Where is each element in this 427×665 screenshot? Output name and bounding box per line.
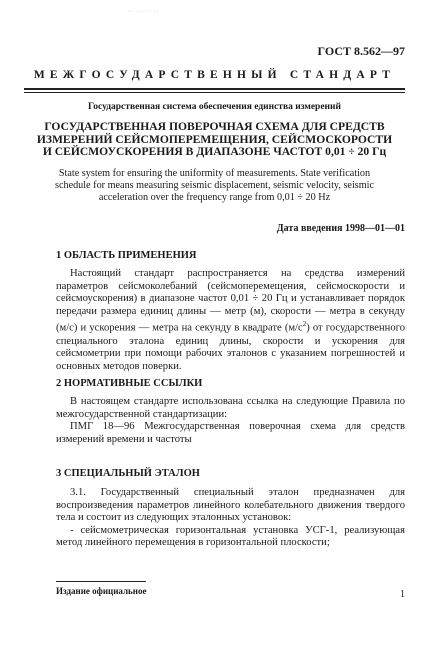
title-russian-line: ГОСУДАРСТВЕННАЯ ПОВЕРОЧНАЯ СХЕМА ДЛЯ СРЕДСТВ [44,120,385,133]
page-number: 1 [400,589,405,600]
section-1-text-a: Настоящий стандарт распространяется на средства измерений параметров сейсмоколебаний (сейсмоперемещения, сейсмоскорости и сейсмоускорения) в диапазоне частот 0,01 ÷ 20 Гц и устанавливает порядок передачи размера единиц длины — метр (м), скорости — метра в секунду (м/с) и ускорения — метра на секунду в квадрате (м/с [56,268,405,334]
introduction-date: Дата введения 1998—01—01 [276,223,405,234]
title-russian-line: И СЕЙСМОУСКОРЕНИЯ В ДИАПАЗОНЕ ЧАСТОТ 0,01 ÷ 20 Гц [42,145,387,158]
section-3-list-item: - сейсмометрическая горизонтальная установка УСГ-1, реализующая метод линейного перемещения в горизонтальной плоскости; [56,524,405,549]
title-english-line: schedule for means measuring seismic displacement, seismic velocity, seismic [54,180,375,191]
section-2-heading: 2 НОРМАТИВНЫЕ ССЫЛКИ [56,378,203,389]
section-1-text-b: ) от государственного специального эталона единиц длины, скорости и ускорения для сейсмометрии при помощи рабочих эталонов с указанием погрешностей и основных методов поверки. [56,322,406,372]
header-rule-thick [24,88,405,90]
section-2-paragraph: В настоящем стандарте использована ссылка на следующие Правила по межгосударственной стандартизации: [56,396,405,420]
edition-label: Издание официальное [56,586,147,596]
gost-code: ГОСТ 8.562—97 [317,44,405,58]
title-russian [24,121,405,159]
system-title: Государственная система обеспечения единства измерений [88,102,341,112]
footer-rule [56,581,146,582]
section-3-paragraph: 3.1. Государственный специальный эталон предназначен для воспроизведения параметров линейного колебательного движения твердого тела и состоит из следующих эталонных установок: [56,487,405,524]
interstate-standard-banner: МЕЖГОСУДАРСТВЕННЫЙ СТАНДАРТ [33,69,396,81]
title-english-line: acceleration over the frequency range from 0,01 ÷ 20 Hz [98,192,331,203]
superscript-2: 2 [302,320,307,329]
title-english [24,168,405,204]
title-russian-line: ИЗМЕРЕНИЙ СЕЙСМОПЕРЕМЕЩЕНИЯ, СЕЙСМОСКОРОСТИ [36,132,393,146]
section-3-heading: 3 СПЕЦИАЛЬНЫЙ ЭТАЛОН [56,468,200,479]
header-rule-thin [24,92,405,93]
section-2-reference: ПМГ 18—96 Межгосударственная поверочная схема для средств измерений времени и частоты [56,421,405,445]
title-english-line: State system for ensuring the uniformity of measurements. State verification [58,168,371,179]
section-1-paragraph [56,268,405,373]
section-1-heading: 1 ОБЛАСТЬ ПРИМЕНЕНИЯ [56,250,197,261]
scan-marks: ·· ·· ·· ·· [128,9,160,15]
section-3-body [56,487,405,550]
section-2-body [56,396,405,446]
section-1-body [56,268,405,373]
